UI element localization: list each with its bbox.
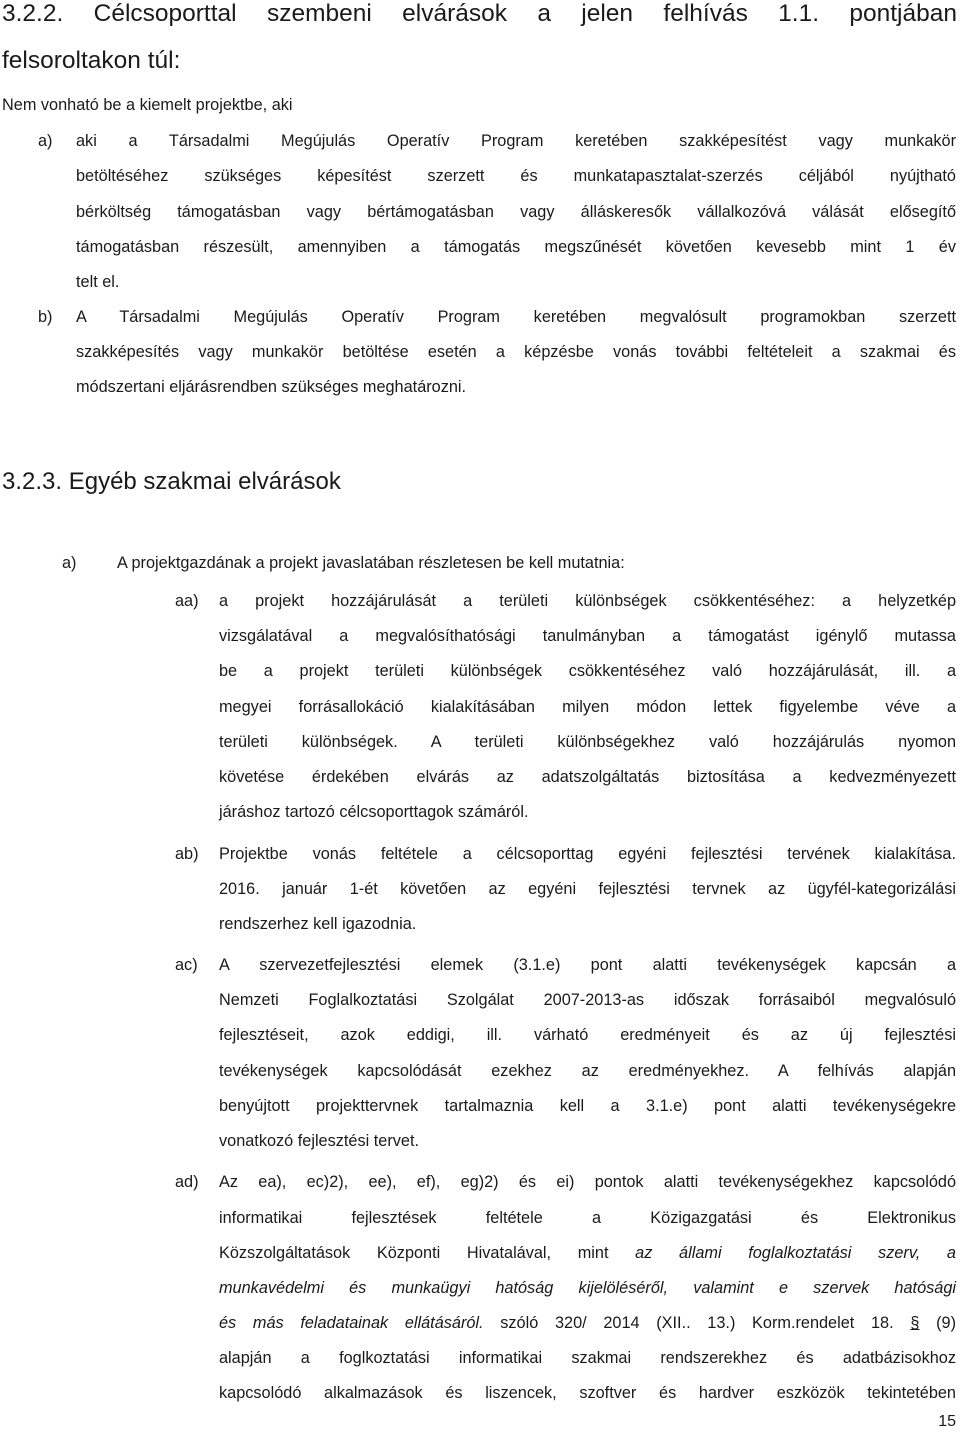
ab-line: 2016. január 1-ét követően az egyéni fejlesztési tervnek az ügyfél-kategorizálási [219, 880, 956, 898]
item-a-line: aki a Társadalmi Megújulás Operatív Program keretében szakképesítést vagy munkakör [76, 132, 956, 150]
item-a-line: betöltéséhez szükséges képesítést szerzett és munkatapasztalat-szerzés céljából nyújtható [76, 167, 956, 185]
aa-line: a projekt hozzájárulását a területi különbségek csökkentéséhez: a helyzetkép [219, 592, 956, 610]
page-number: 15 [938, 1413, 956, 1430]
aa-line: járáshoz tartozó célcsoporttagok számáról. [219, 803, 529, 821]
ad-line-italic: munkavédelmi és munkaügyi hatóság kijelöléséről, valamint e szervek hatósági [219, 1279, 956, 1297]
ac-label: ac) [175, 956, 198, 974]
ad-line-mixed [219, 1313, 956, 1333]
ac-line: tevékenységek kapcsolódását ezekhez az eredményekhez. A felhívás alapján [219, 1062, 956, 1080]
ad-line5-italic: és más feladatainak ellátásáról. [219, 1314, 484, 1332]
ac-line: Nemzeti Foglalkoztatási Szolgálat 2007-2013-as időszak forrásaiból megvalósuló [219, 991, 956, 1009]
ac-line: A szervezetfejlesztési elemek (3.1.e) pont alatti tevékenységek kapcsán a [219, 956, 956, 974]
item-b-line: A Társadalmi Megújulás Operatív Program keretében megvalósult programokban szerzett [76, 308, 956, 326]
ab-label: ab) [175, 845, 199, 863]
section-heading-3-2-2: 3.2.2. Célcsoporttal szembeni elvárások a jelen felhívás 1.1. pontjában [2, 0, 957, 27]
item-a-line: támogatásban részesült, amennyiben a támogatás megszűnését követően kevesebb mint 1 év [76, 238, 956, 256]
aa-line: követése érdekében elvárás az adatszolgáltatás biztosítása a kedvezményezett [219, 768, 956, 786]
item-a-label: a) [38, 132, 53, 150]
item-a-line: bérköltség támogatásban vagy bértámogatásban vagy álláskeresők vállalkozóvá válását elősegítő [76, 203, 956, 221]
ad-line: Az ea), ec)2), ee), ef), eg)2) és ei) pontok alatti tevékenységekhez kapcsolódó [219, 1173, 956, 1191]
section-heading-3-2-3: 3.2.3. Egyéb szakmai elvárások [2, 468, 341, 495]
ad-line: alapján a foglkoztatási informatikai szakmai rendszerekhez és adatbázisokhoz [219, 1349, 956, 1367]
ad-line5-plain: szóló 320/ 2014 (XII.. 13.) Korm.rendelet 18. [500, 1314, 894, 1332]
aa-line: be a projekt területi különbségek csökkentéséhez való hozzájárulását, ill. a [219, 662, 956, 680]
ad-line: informatikai fejlesztések feltétele a Közigazgatási és Elektronikus [219, 1209, 956, 1227]
ad-line3-italic: az állami foglalkoztatási szerv, a [635, 1244, 956, 1262]
item-a-line: telt el. [76, 273, 120, 291]
aa-line: vizsgálatával a megvalósíthatósági tanulmányban a támogatást igénylő mutassa [219, 627, 956, 645]
item-b-label: b) [38, 308, 53, 326]
ac-line: benyújtott projekttervnek tartalmaznia kell a 3.1.e) pont alatti tevékenységekre [219, 1097, 956, 1115]
ad-label: ad) [175, 1173, 199, 1191]
intro-text: Nem vonható be a kiemelt projektbe, aki [2, 96, 293, 114]
aa-line: területi különbségek. A területi különbségekhez való hozzájárulás nyomon [219, 733, 956, 751]
ac-line: vonatkozó fejlesztési tervet. [219, 1132, 419, 1150]
section-heading-3-2-2-cont: felsoroltakon túl: [2, 47, 181, 74]
ab-line: rendszerhez kell igazodnia. [219, 915, 417, 933]
aa-line: megyei forrásallokáció kialakításában milyen módon lettek figyelembe véve a [219, 698, 956, 716]
ad-line5-tail: (9) [936, 1314, 957, 1332]
ac-line: fejlesztéseit, azok eddigi, ill. várható eredményeit és az új fejlesztési [219, 1026, 956, 1044]
ab-line: Projektbe vonás feltétele a célcsoporttag egyéni fejlesztési tervének kialakítása. [219, 845, 956, 863]
item-a-label-323: a) [62, 554, 77, 572]
ad-line-mixed [219, 1243, 956, 1263]
item-a-text-323: A projektgazdának a projekt javaslatában részletesen be kell mutatnia: [117, 554, 625, 572]
aa-label: aa) [175, 592, 199, 610]
ad-line: kapcsolódó alkalmazások és liszencek, szoftver és hardver eszközök tekintetében [219, 1384, 956, 1402]
item-b-line: módszertani eljárásrendben szükséges meghatározni. [76, 378, 467, 396]
section-sign: § [910, 1314, 920, 1332]
ad-line3-plain: Közszolgáltatások Központi Hivatalával, mint [219, 1244, 609, 1262]
item-b-line: szakképesítés vagy munkakör betöltése esetén a képzésbe vonás további feltételeit a szakmai és [76, 343, 956, 361]
